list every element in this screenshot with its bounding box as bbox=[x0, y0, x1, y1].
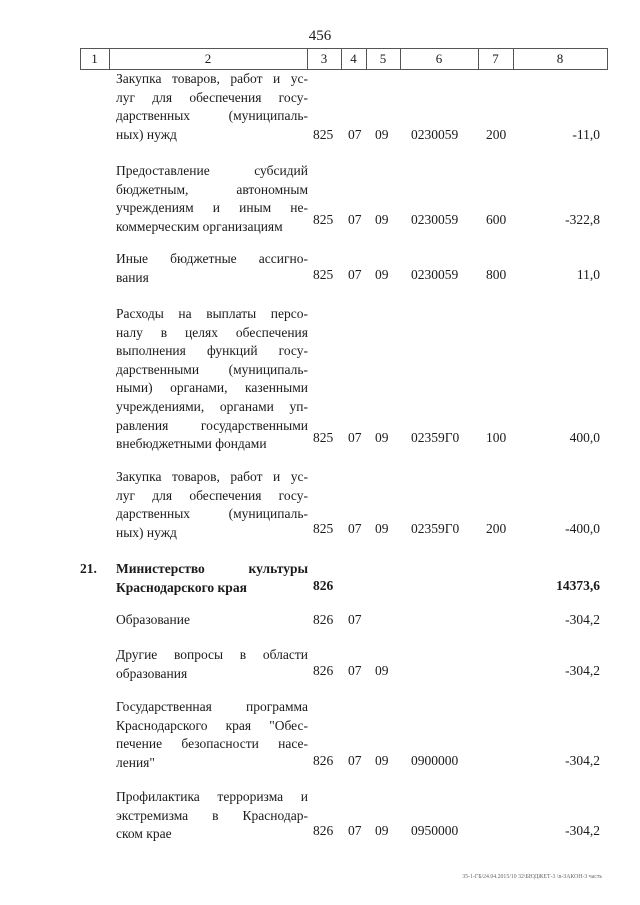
description-line: экстремизма в Краснодар- bbox=[116, 807, 308, 823]
cell-amount: 400,0 bbox=[569, 430, 600, 445]
description-line: равления государственными bbox=[116, 417, 308, 433]
cell-expense-type: 800 bbox=[486, 267, 507, 282]
cell-expense-type: 200 bbox=[486, 521, 507, 536]
cell-section-code: 07 bbox=[348, 753, 362, 768]
cell-amount: -304,2 bbox=[565, 612, 600, 627]
description-line: ском крае bbox=[116, 826, 172, 842]
header-col-3: 3 bbox=[320, 51, 328, 66]
cell-ministry-code: 826 bbox=[313, 578, 334, 593]
cell-amount: 14373,6 bbox=[556, 578, 600, 593]
description-line: выполнения функций госу- bbox=[116, 343, 308, 359]
row-description bbox=[116, 698, 308, 772]
description-line: налу в целях обеспечения bbox=[116, 324, 308, 340]
cell-amount: -322,8 bbox=[565, 212, 600, 227]
description-line: Другие вопросы в области bbox=[116, 647, 308, 662]
row-description bbox=[116, 250, 308, 287]
description-line: коммерческим организациям bbox=[116, 218, 283, 234]
cell-subsection-code: 09 bbox=[375, 521, 389, 536]
description-line: ных) нужд bbox=[116, 524, 177, 540]
cell-amount: -304,2 bbox=[565, 753, 600, 768]
cell-expense-type: 200 bbox=[486, 127, 507, 142]
cell-amount: -11,0 bbox=[572, 127, 600, 142]
cell-expense-type: 100 bbox=[486, 430, 507, 445]
cell-ministry-code: 826 bbox=[313, 823, 334, 838]
cell-section-code: 07 bbox=[348, 521, 362, 536]
description-line: учреждениям и иным не- bbox=[116, 200, 308, 216]
description-line: вания bbox=[116, 269, 149, 285]
cell-amount: 11,0 bbox=[576, 267, 600, 282]
cell-target-article: 0230059 bbox=[411, 212, 459, 227]
file-path-footer: 35-1-ГБ/24.04.2015/10 32\БЮДЖЕТ-3 \n-ЗАКОН-3 часть bbox=[462, 874, 602, 880]
cell-section-code: 07 bbox=[348, 823, 362, 838]
cell-subsection-code: 09 bbox=[375, 212, 389, 227]
description-line: Образование bbox=[116, 612, 190, 627]
row-description bbox=[116, 305, 308, 454]
description-line: дарственных (муниципаль- bbox=[116, 506, 308, 522]
cell-ministry-code: 826 bbox=[313, 663, 334, 678]
cell-ministry-code: 825 bbox=[313, 521, 334, 536]
cell-ministry-code: 825 bbox=[313, 430, 334, 445]
description-line: внебюджетными фондами bbox=[116, 436, 267, 452]
description-line: Закупка товаров, работ и ус- bbox=[116, 469, 308, 484]
cell-ministry-code: 825 bbox=[313, 267, 334, 282]
cell-section-code: 07 bbox=[348, 430, 362, 445]
description-line: печение безопасности насе- bbox=[116, 736, 308, 752]
header-col-7: 7 bbox=[492, 51, 499, 66]
cell-ministry-code: 826 bbox=[313, 612, 334, 627]
cell-target-article: 02359Г0 bbox=[411, 430, 460, 445]
cell-subsection-code: 09 bbox=[375, 430, 389, 445]
header-col-4: 4 bbox=[350, 51, 357, 66]
cell-target-article: 0230059 bbox=[411, 267, 459, 282]
description-line: луг для обеспечения госу- bbox=[116, 487, 308, 503]
description-line: Предоставление субсидий bbox=[116, 163, 308, 178]
cell-section-code: 07 bbox=[348, 663, 362, 678]
row-description bbox=[116, 162, 308, 236]
description-line: ными) органами, казенными bbox=[116, 380, 308, 396]
row-description bbox=[116, 611, 308, 630]
row-number: 21. bbox=[80, 561, 97, 576]
cell-section-code: 07 bbox=[348, 267, 362, 282]
cell-target-article: 0230059 bbox=[411, 127, 459, 142]
cell-ministry-code: 826 bbox=[313, 753, 334, 768]
cell-amount: -304,2 bbox=[565, 663, 600, 678]
description-line: луг для обеспечения госу- bbox=[116, 89, 308, 105]
cell-subsection-code: 09 bbox=[375, 267, 389, 282]
description-line: Закупка товаров, работ и ус- bbox=[116, 71, 308, 86]
description-line: Министерство культуры bbox=[116, 561, 308, 576]
description-line: Краснодарского края "Обес- bbox=[116, 717, 308, 733]
cell-section-code: 07 bbox=[348, 127, 362, 142]
header-col-2: 2 bbox=[204, 51, 212, 66]
description-line: Краснодарского края bbox=[116, 579, 247, 595]
description-line: учреждениями, органами уп- bbox=[116, 398, 308, 414]
cell-amount: -304,2 bbox=[565, 823, 600, 838]
cell-amount: -400,0 bbox=[565, 521, 600, 536]
row-description bbox=[116, 646, 308, 683]
header-col-8: 8 bbox=[556, 51, 564, 66]
header-col-6: 6 bbox=[435, 51, 443, 66]
cell-subsection-code: 09 bbox=[375, 663, 389, 678]
cell-target-article: 0950000 bbox=[411, 823, 459, 838]
description-line: дарственными (муниципаль- bbox=[116, 361, 308, 377]
cell-subsection-code: 09 bbox=[375, 127, 389, 142]
description-line: образования bbox=[116, 665, 188, 681]
description-line: Иные бюджетные ассигно- bbox=[116, 251, 308, 266]
description-line: бюджетным, автономным bbox=[116, 181, 308, 197]
cell-ministry-code: 825 bbox=[313, 127, 334, 142]
cell-target-article: 02359Г0 bbox=[411, 521, 460, 536]
row-description bbox=[116, 788, 308, 844]
description-line: Государственная программа bbox=[116, 699, 308, 714]
cell-target-article: 0900000 bbox=[411, 753, 459, 768]
row-description bbox=[116, 560, 308, 597]
row-description bbox=[116, 468, 308, 542]
cell-expense-type: 600 bbox=[486, 212, 507, 227]
description-line: дарственных (муниципаль- bbox=[116, 108, 308, 124]
description-line: ных) нужд bbox=[116, 126, 177, 142]
header-col-1: 1 bbox=[91, 51, 98, 66]
row-description bbox=[116, 70, 308, 144]
cell-subsection-code: 09 bbox=[375, 753, 389, 768]
page-number: 456 bbox=[308, 28, 332, 44]
header-col-5: 5 bbox=[379, 51, 387, 66]
cell-section-code: 07 bbox=[348, 612, 362, 627]
cell-section-code: 07 bbox=[348, 212, 362, 227]
header-top-rule bbox=[80, 48, 608, 49]
cell-subsection-code: 09 bbox=[375, 823, 389, 838]
header-divider bbox=[607, 48, 608, 69]
cell-ministry-code: 825 bbox=[313, 212, 334, 227]
description-line: Профилактика терроризма и bbox=[116, 789, 308, 804]
description-line: Расходы на выплаты персо- bbox=[116, 306, 308, 321]
description-line: ления" bbox=[116, 754, 155, 770]
